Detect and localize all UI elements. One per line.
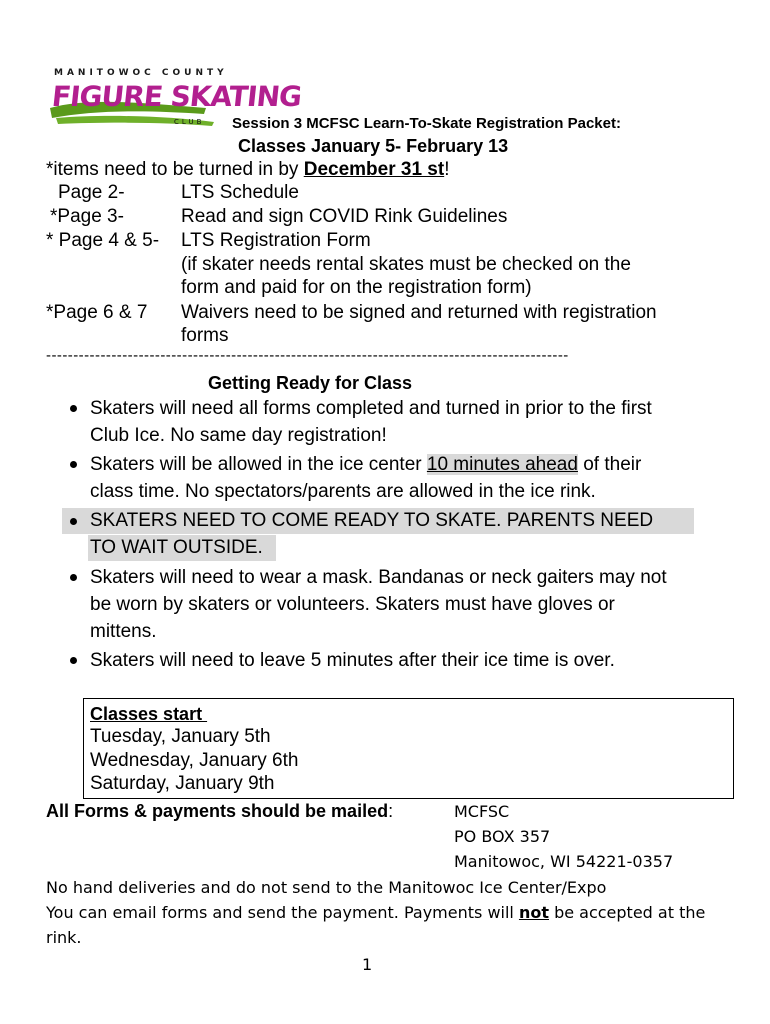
mail-instructions: [46, 799, 393, 823]
note-not: not: [518, 903, 549, 922]
bullet-text-post: of their: [577, 454, 642, 475]
bullet-dot: [70, 461, 77, 468]
page-desc: form and paid for on the registration form): [181, 277, 532, 298]
getting-ready-heading: Getting Ready for Class: [208, 373, 413, 393]
bullet-dot: [70, 518, 77, 525]
bullet-dot: [70, 657, 77, 664]
page-desc: (if skater needs rental skates must be checked on the: [181, 254, 631, 275]
page-number: 1: [362, 955, 373, 974]
bullet-text: Skaters will need to wear a mask. Bandanas or neck gaiters may not: [90, 567, 667, 588]
logo-top-text: MANITOWOC COUNTY: [54, 68, 228, 78]
bullet-text: [90, 453, 641, 477]
mail-label: All Forms & payments should be mailed: [46, 801, 389, 821]
bullet-dot: [70, 574, 77, 581]
note-email-pre: You can email forms and send the payment. Payments will: [46, 903, 519, 922]
club-logo: [46, 68, 303, 130]
class-day: Saturday, January 9th: [90, 773, 275, 794]
page-label: *Page 6 & 7: [46, 302, 148, 323]
page-desc: Waivers need to be signed and returned with registration: [181, 302, 657, 323]
highlight-10-minutes: 10 minutes ahead: [426, 454, 578, 475]
turn-in-suffix: !: [444, 159, 450, 180]
class-day: Wednesday, January 6th: [90, 750, 299, 771]
dashed-divider: ------------------------------------------------------------------------------------------------: [46, 347, 569, 364]
bullet-text: SKATERS NEED TO COME READY TO SKATE. PARENTS NEED: [90, 510, 654, 531]
logo-club-text: CLUB: [174, 118, 205, 126]
bullet-text: TO WAIT OUTSIDE.: [90, 537, 263, 558]
page-desc: LTS Registration Form: [181, 230, 371, 251]
turn-in-date: December 31 st: [303, 159, 445, 180]
note-no-hand-delivery: No hand deliveries and do not send to the Manitowoc Ice Center/Expo: [46, 878, 607, 897]
mail-address-line: PO BOX 357: [454, 827, 551, 846]
note-rink: rink.: [46, 928, 82, 947]
bullet-text: Club Ice. No same day registration!: [90, 425, 387, 446]
note-email: [46, 900, 705, 925]
page-desc: forms: [181, 325, 229, 346]
page-desc: Read and sign COVID Rink Guidelines: [181, 206, 508, 227]
bullet-text: mittens.: [90, 621, 157, 642]
classes-dates-title: Classes January 5- February 13: [238, 136, 509, 156]
session-title: Session 3 MCFSC Learn-To-Skate Registration Packet:: [232, 115, 621, 132]
classes-start-title: Classes start: [90, 704, 208, 724]
note-email-post: be accepted at the: [548, 903, 706, 922]
mail-colon: :: [388, 801, 394, 821]
turn-in-line: [46, 158, 449, 182]
bullet-text: class time. No spectators/parents are allowed in the ice rink.: [90, 481, 596, 502]
bullet-text-pre: Skaters will be allowed in the ice center: [90, 454, 427, 475]
turn-in-prefix: *items need to be turned in by: [46, 159, 304, 180]
page-desc: LTS Schedule: [181, 182, 299, 203]
bullet-text: Skaters will need to leave 5 minutes after their ice time is over.: [90, 650, 615, 671]
mail-address-line: MCFSC: [454, 802, 510, 821]
mail-address-line: Manitowoc, WI 54221-0357: [454, 852, 674, 871]
class-day: Tuesday, January 5th: [90, 726, 271, 747]
bullet-dot: [70, 405, 77, 412]
logo-main-text: FIGURE SKATING: [50, 80, 303, 113]
bullet-text: be worn by skaters or volunteers. Skaters must have gloves or: [90, 594, 615, 615]
page-label: *Page 3-: [50, 206, 124, 227]
page-label: * Page 4 & 5-: [46, 230, 160, 251]
page-label: Page 2-: [58, 182, 125, 203]
bullet-text: Skaters will need all forms completed and turned in prior to the first: [90, 398, 652, 419]
